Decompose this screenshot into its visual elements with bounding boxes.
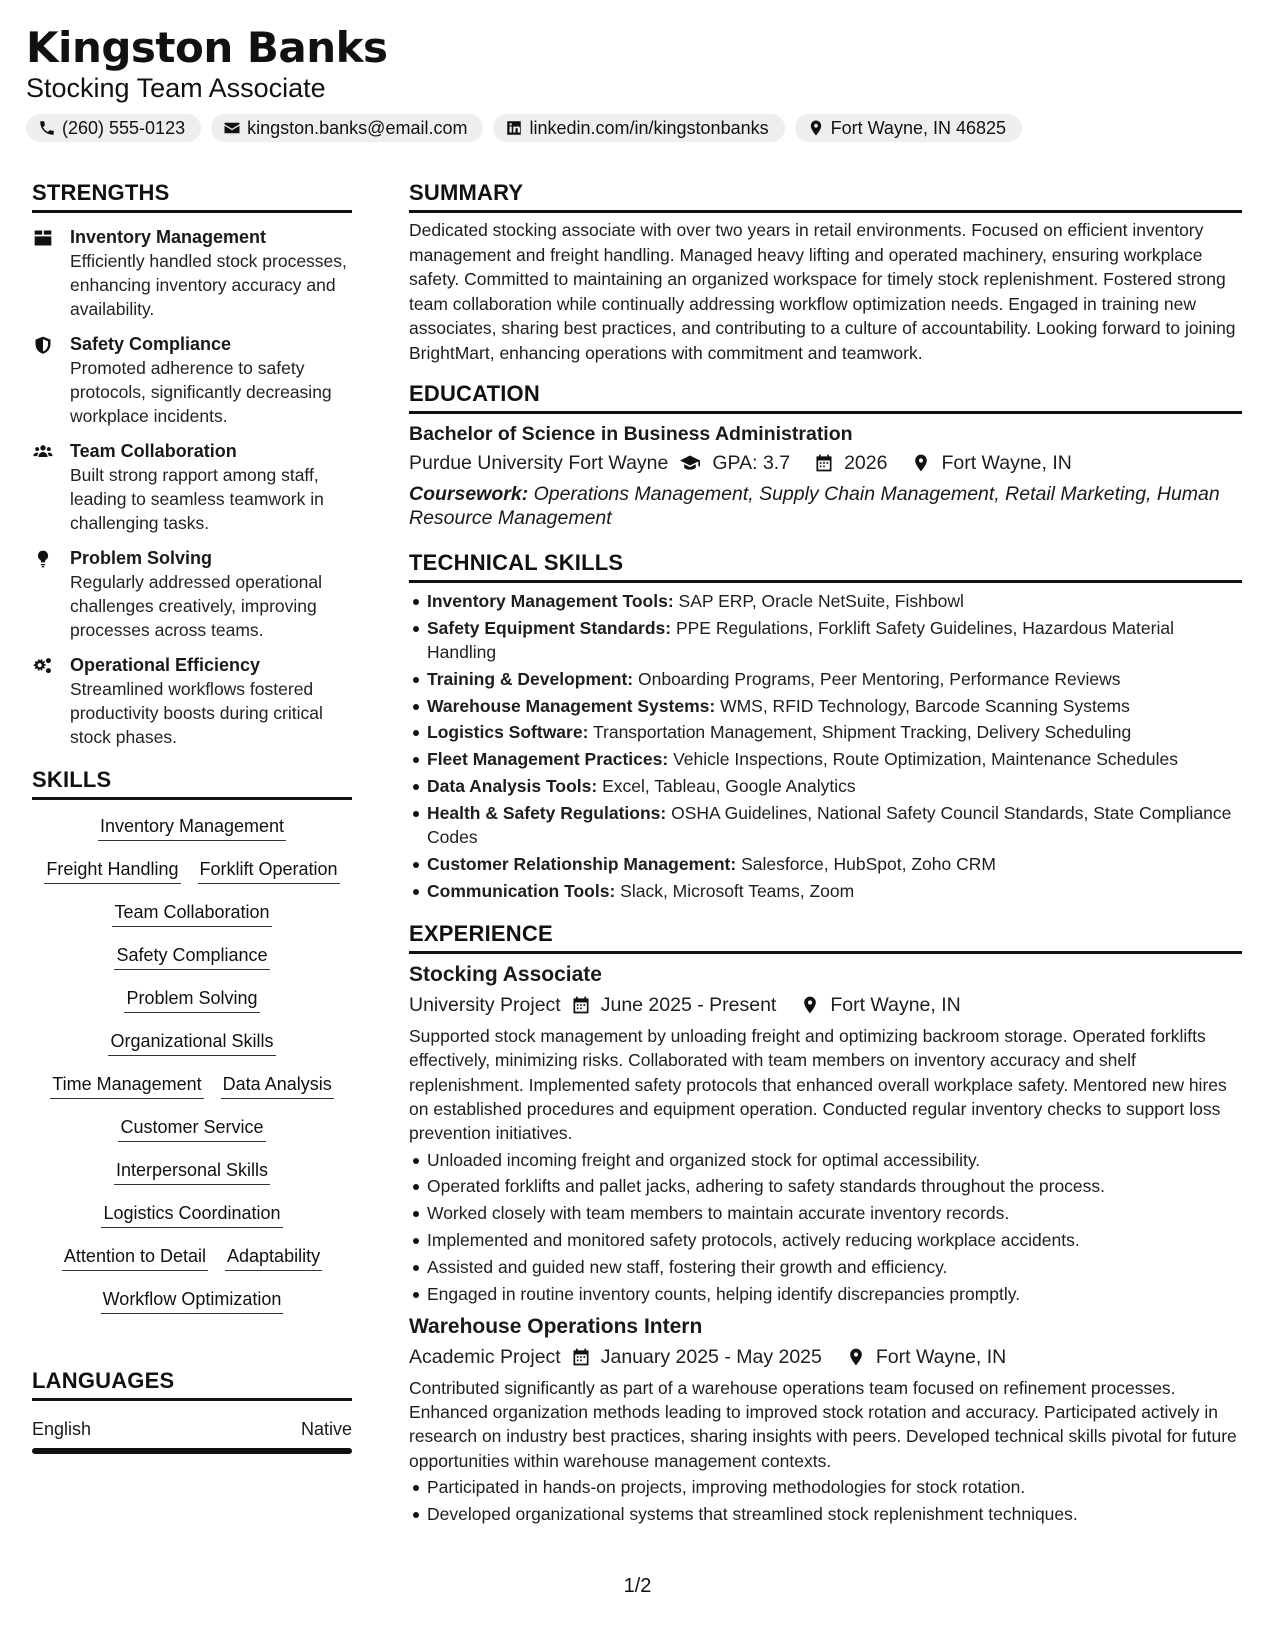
strength-title: Operational Efficiency bbox=[70, 655, 261, 675]
coursework-label: Coursework: bbox=[409, 483, 529, 505]
gpa-value: GPA: 3.7 bbox=[712, 452, 791, 474]
strength-desc: Built strong rapport among staff, leading to seamless teamwork in challenging tasks. bbox=[70, 465, 324, 533]
location-icon bbox=[846, 1347, 866, 1367]
skill-category: Communication Tools: bbox=[427, 880, 616, 901]
degree-name: Bachelor of Science in Business Administration bbox=[409, 423, 853, 445]
phone-icon bbox=[38, 119, 56, 137]
box-icon bbox=[32, 228, 54, 248]
language-name: English bbox=[32, 1419, 92, 1439]
language-level: Native bbox=[300, 1419, 352, 1439]
job-entry bbox=[409, 960, 1242, 1306]
strength-desc: Promoted adherence to safety protocols, significantly decreasing workplace incidents. bbox=[70, 358, 332, 426]
list-item: Worked closely with team members to maintain accurate inventory records. bbox=[409, 1201, 1242, 1225]
job-title: Stocking Associate bbox=[409, 963, 602, 987]
list-item bbox=[409, 774, 1242, 798]
list-item bbox=[409, 879, 1242, 903]
skill-tag: Freight Handling bbox=[44, 857, 180, 884]
contact-linkedin-text: linkedin.com/in/kingstonbanks bbox=[529, 117, 769, 138]
job-org: University Project bbox=[409, 994, 561, 1017]
contact-location bbox=[795, 114, 1022, 142]
skill-tag: Problem Solving bbox=[124, 986, 259, 1013]
strength-desc: Efficiently handled stock processes, enhancing inventory accuracy and availability. bbox=[70, 251, 347, 319]
job-entry bbox=[409, 1312, 1242, 1526]
skill-values: Salesforce, HubSpot, Zoho CRM bbox=[741, 853, 996, 874]
experience-section bbox=[409, 919, 1242, 1526]
skill-values: Onboarding Programs, Peer Mentoring, Performance Reviews bbox=[638, 668, 1121, 689]
technical-skills-list bbox=[409, 589, 1242, 903]
right-column bbox=[409, 178, 1242, 1540]
skill-tag: Workflow Optimization bbox=[101, 1287, 284, 1314]
skill-category: Fleet Management Practices: bbox=[427, 749, 669, 770]
strength-item bbox=[32, 332, 352, 428]
linkedin-icon bbox=[505, 119, 523, 137]
location-icon bbox=[911, 453, 931, 473]
technical-skills-section bbox=[409, 548, 1242, 903]
list-item bbox=[409, 616, 1242, 665]
list-item: Operated forklifts and pallet jacks, adhering to safety standards throughout the process. bbox=[409, 1174, 1242, 1198]
contact-location-text: Fort Wayne, IN 46825 bbox=[830, 117, 1007, 138]
skill-category: Safety Equipment Standards: bbox=[427, 617, 672, 638]
strength-item bbox=[32, 225, 352, 321]
skills-section bbox=[32, 765, 352, 1314]
strength-title: Team Collaboration bbox=[70, 441, 237, 461]
contact-linkedin[interactable] bbox=[493, 114, 784, 142]
skill-tag: Forklift Operation bbox=[198, 857, 340, 884]
calendar-icon bbox=[814, 453, 834, 473]
job-dates: June 2025 - Present bbox=[600, 994, 777, 1017]
skill-tag: Safety Compliance bbox=[114, 943, 269, 970]
skill-tag: Adaptability bbox=[225, 1244, 322, 1271]
location-icon bbox=[800, 995, 820, 1015]
skill-values: Excel, Tableau, Google Analytics bbox=[602, 776, 856, 797]
skill-category: Logistics Software: bbox=[427, 722, 589, 743]
skill-tag: Logistics Coordination bbox=[101, 1201, 282, 1228]
skill-category: Inventory Management Tools: bbox=[427, 591, 674, 611]
list-item: Assisted and guided new staff, fostering their growth and efficiency. bbox=[409, 1255, 1242, 1279]
list-item bbox=[409, 694, 1242, 718]
coursework bbox=[409, 482, 1242, 530]
job-org: Academic Project bbox=[409, 1345, 561, 1368]
skill-tag: Data Analysis bbox=[221, 1072, 334, 1099]
language-item bbox=[32, 1417, 352, 1441]
job-meta bbox=[409, 990, 1242, 1020]
shield-icon bbox=[32, 335, 54, 355]
skill-category: Warehouse Management Systems: bbox=[427, 695, 716, 716]
strength-title: Safety Compliance bbox=[70, 334, 232, 354]
languages-heading: LANGUAGES bbox=[32, 1366, 352, 1401]
skill-category: Training & Development: bbox=[427, 668, 634, 689]
job-summary: Supported stock management by unloading freight and optimizing backroom storage. Operated forklifts effectively, minimizing risks. Collaborated with team members on inventory accuracy and shelf replenishment. Implemented safety protocols that enhanced overall workplace safety. Mentored new hires on established procedures and equipment operation. Conducted regular inventory checks to support loss prevention initiatives. bbox=[409, 1026, 1227, 1144]
list-item bbox=[409, 720, 1242, 744]
skill-values: Vehicle Inspections, Route Optimization, Maintenance Schedules bbox=[673, 749, 1178, 770]
skill-values: OSHA Guidelines, National Safety Council Standards, State Compliance Codes bbox=[427, 802, 1232, 848]
strength-item bbox=[32, 546, 352, 642]
users-icon bbox=[32, 442, 54, 462]
calendar-icon bbox=[571, 1347, 591, 1367]
list-item bbox=[409, 747, 1242, 771]
strengths-section bbox=[32, 178, 352, 749]
strength-desc: Streamlined workflows fostered productivity boosts during critical stock phases. bbox=[70, 679, 323, 747]
skill-tag: Inventory Management bbox=[98, 814, 286, 841]
email-icon bbox=[223, 119, 241, 137]
strength-title: Problem Solving bbox=[70, 548, 213, 568]
list-item: Engaged in routine inventory counts, helping identify discrepancies promptly. bbox=[409, 1282, 1242, 1306]
graduation-cap-icon bbox=[678, 453, 702, 473]
job-bullets bbox=[409, 1475, 1242, 1526]
skill-category: Customer Relationship Management: bbox=[427, 853, 737, 874]
list-item bbox=[409, 589, 1242, 613]
contact-email-text: kingston.banks@email.com bbox=[247, 117, 468, 138]
coursework-list: Operations Management, Supply Chain Management, Retail Marketing, Human Resource Management bbox=[409, 483, 1220, 529]
summary-text: Dedicated stocking associate with over two years in retail environments. Focused on efficient inventory management and freight handling. Managed heavy lifting and operated machinery, ensuring workplace safety. Committed to maintaining an organized workspace for timely stock replenishment. Fostered strong team collaboration while continually addressing workflow optimization needs. Engaged in training new associates, sharing best practices, and contributing to a culture of accountability. Looking forward to joining BrightMart, enhancing operations with commitment and teamwork. bbox=[409, 220, 1236, 363]
strength-item bbox=[32, 439, 352, 535]
education-heading: EDUCATION bbox=[409, 379, 1242, 414]
candidate-title: Stocking Team Associate bbox=[26, 73, 326, 103]
strength-item bbox=[32, 653, 352, 749]
list-item bbox=[409, 667, 1242, 691]
gears-icon bbox=[32, 656, 54, 676]
strengths-heading: STRENGTHS bbox=[32, 178, 352, 213]
skill-tag: Team Collaboration bbox=[112, 900, 271, 927]
calendar-icon bbox=[571, 995, 591, 1015]
education-meta bbox=[409, 448, 1242, 478]
location-icon bbox=[807, 119, 825, 137]
languages-section bbox=[32, 1366, 352, 1454]
list-item: Participated in hands-on projects, improving methodologies for stock rotation. bbox=[409, 1475, 1242, 1499]
school-name: Purdue University Fort Wayne bbox=[409, 452, 669, 474]
contact-bar bbox=[26, 114, 1246, 142]
skill-tag: Customer Service bbox=[118, 1115, 265, 1142]
page-number: 1/2 bbox=[623, 1575, 652, 1597]
job-dates: January 2025 - May 2025 bbox=[600, 1345, 822, 1368]
technical-skills-heading: TECHNICAL SKILLS bbox=[409, 548, 1242, 583]
skill-category: Health & Safety Regulations: bbox=[427, 802, 667, 823]
summary-section bbox=[409, 178, 1242, 365]
graduation-year: 2026 bbox=[844, 452, 888, 474]
language-proficiency-bar bbox=[32, 1448, 352, 1454]
education-section bbox=[409, 379, 1242, 530]
contact-phone[interactable] bbox=[26, 114, 201, 142]
strength-title: Inventory Management bbox=[70, 227, 267, 247]
skill-values: WMS, RFID Technology, Barcode Scanning Systems bbox=[720, 695, 1130, 716]
job-location: Fort Wayne, IN bbox=[830, 994, 961, 1017]
lightbulb-icon bbox=[32, 549, 54, 569]
skill-values: SAP ERP, Oracle NetSuite, Fishbowl bbox=[678, 591, 964, 611]
job-title: Warehouse Operations Intern bbox=[409, 1314, 703, 1338]
job-meta bbox=[409, 1342, 1242, 1372]
skill-values: Slack, Microsoft Teams, Zoom bbox=[620, 880, 855, 901]
list-item bbox=[409, 852, 1242, 876]
strength-desc: Regularly addressed operational challenges creatively, improving processes across teams. bbox=[70, 572, 322, 640]
left-column bbox=[32, 178, 352, 1454]
skills-heading: SKILLS bbox=[32, 765, 352, 800]
job-location: Fort Wayne, IN bbox=[875, 1345, 1007, 1368]
skill-tag: Time Management bbox=[50, 1072, 203, 1099]
resume-header bbox=[26, 22, 1246, 142]
job-bullets bbox=[409, 1148, 1242, 1306]
list-item bbox=[409, 801, 1242, 850]
skill-tag: Organizational Skills bbox=[108, 1029, 275, 1056]
skill-values: PPE Regulations, Forklift Safety Guidelines, Hazardous Material Handling bbox=[427, 617, 1174, 663]
list-item: Implemented and monitored safety protocols, actively reducing workplace accidents. bbox=[409, 1228, 1242, 1252]
education-location: Fort Wayne, IN bbox=[941, 452, 1072, 474]
skill-tag: Interpersonal Skills bbox=[114, 1158, 270, 1185]
experience-heading: EXPERIENCE bbox=[409, 919, 1242, 954]
summary-heading: SUMMARY bbox=[409, 178, 1242, 213]
list-item: Unloaded incoming freight and organized stock for optimal accessibility. bbox=[409, 1148, 1242, 1172]
skill-values: Transportation Management, Shipment Tracking, Delivery Scheduling bbox=[592, 722, 1132, 743]
contact-phone-text: (260) 555-0123 bbox=[62, 117, 186, 138]
contact-email[interactable] bbox=[211, 114, 483, 142]
skill-tag: Attention to Detail bbox=[62, 1244, 208, 1271]
job-summary: Contributed significantly as part of a warehouse operations team focused on refinement processes. Enhanced organization methods leading to improved stock rotation and accuracy. Participated actively in research on industry best practices, sharing insights with peers. Developed technical skills pivotal for future opportunities within warehouse management contexts. bbox=[409, 1377, 1237, 1471]
skill-category: Data Analysis Tools: bbox=[427, 776, 598, 797]
list-item: Developed organizational systems that streamlined stock replenishment techniques. bbox=[409, 1502, 1242, 1526]
candidate-name: Kingston Banks bbox=[26, 23, 388, 72]
